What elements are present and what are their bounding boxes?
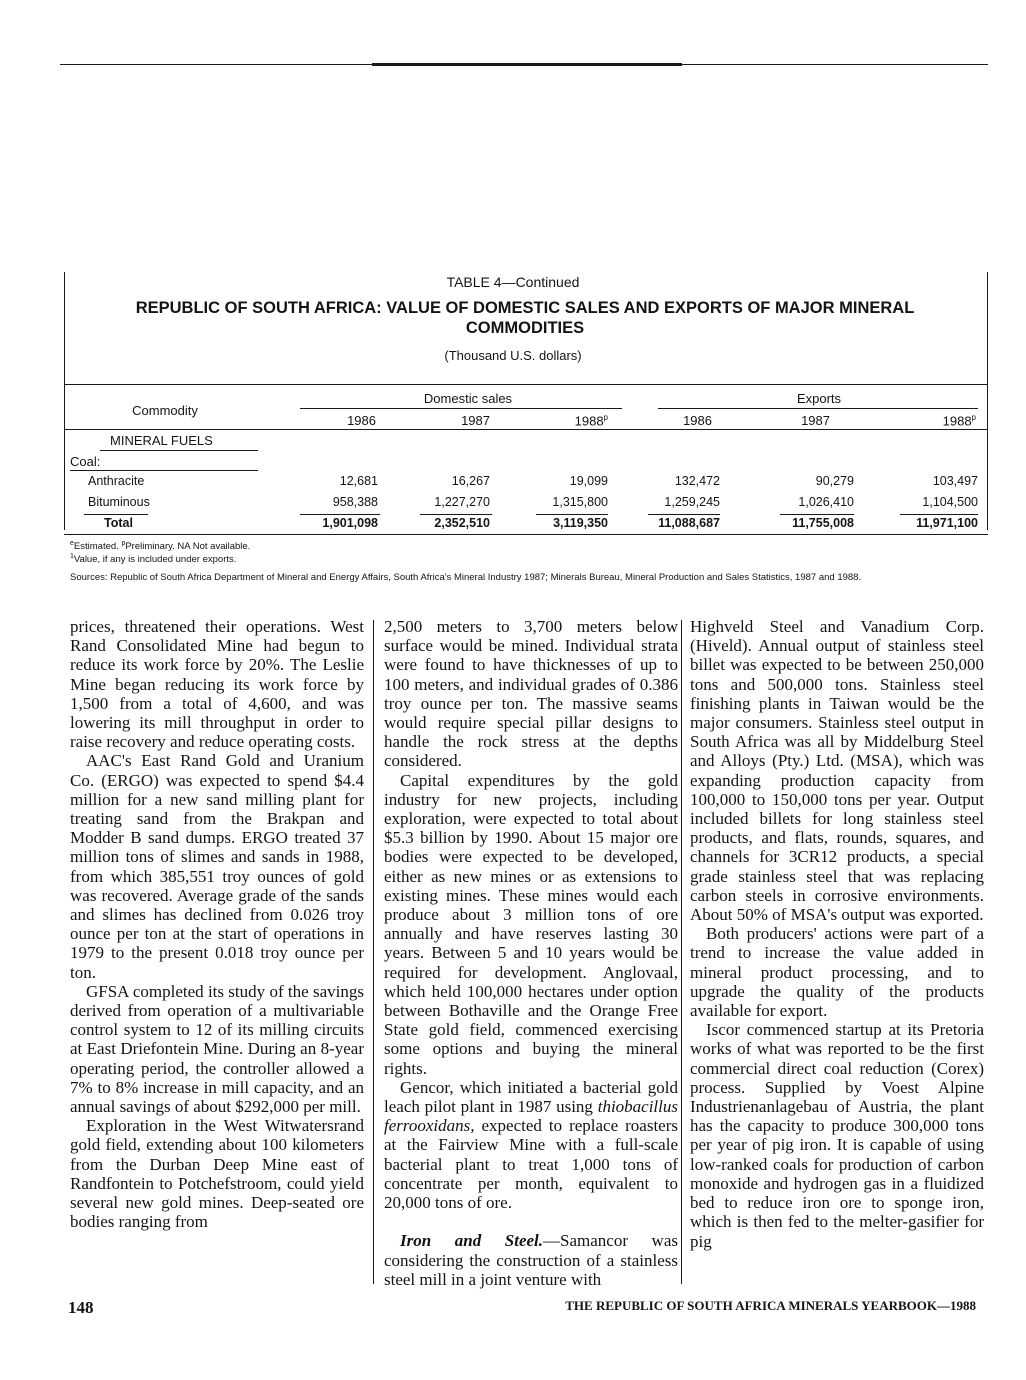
year-1988-exports: 1988 bbox=[942, 413, 972, 429]
total-rule bbox=[420, 514, 492, 515]
paragraph: prices, threatened their operations. West Rand Consolidated Mine had begun to reduce its work force by 20%. The Leslie Mine began reducing its work force by 1,500 from a total of 4,600, and was lowering its mill throughput in order to raise recovery and reduce operating costs. bbox=[70, 617, 364, 752]
table-cell: 1,026,410 bbox=[798, 495, 854, 509]
total-rule bbox=[780, 514, 854, 515]
commodity-header: Commodity bbox=[132, 403, 198, 418]
column-rule bbox=[681, 620, 682, 1284]
text-column-3 bbox=[690, 617, 984, 1251]
footnote-estimated bbox=[70, 540, 250, 552]
table-total-cell: 3,119,350 bbox=[553, 516, 608, 530]
footnote-estimated-text: Estimated. bbox=[73, 541, 119, 553]
table-bottom-rule bbox=[64, 534, 988, 535]
table-cell: 12,681 bbox=[339, 474, 378, 488]
table-cell: 90,279 bbox=[815, 474, 854, 488]
subsection-rule bbox=[70, 470, 258, 471]
page-number: 148 bbox=[68, 1298, 94, 1317]
table-total-cell: 11,971,100 bbox=[916, 516, 978, 530]
total-rule bbox=[648, 514, 720, 515]
footnote-prelim-text: Preliminary. NA Not available. bbox=[125, 541, 251, 553]
row-label-bituminous: Bituminous bbox=[88, 495, 150, 509]
table-total-cell: 2,352,510 bbox=[434, 516, 490, 530]
table-cell: 1,259,245 bbox=[664, 495, 720, 509]
exports-header: Exports bbox=[796, 391, 842, 406]
year-header-domestic-1987: 1987 bbox=[461, 413, 490, 428]
paragraph-text: expected to replace roasters at the Fairview Mine with a full-scale bacterial plant to treat 1,000 tons of concentrate per month, equivalent to 20,000 tons of ore. bbox=[384, 1116, 678, 1213]
year-header-domestic-1988 bbox=[520, 413, 608, 428]
total-rule bbox=[300, 514, 380, 515]
table-cell: 958,388 bbox=[332, 495, 378, 509]
frame-right-rule bbox=[987, 272, 988, 530]
header-bottom-rule bbox=[64, 429, 988, 430]
table-top-rule bbox=[64, 384, 988, 385]
section-heading-iron-steel: Iron and Steel. bbox=[400, 1231, 544, 1251]
table-cell: 132,472 bbox=[674, 474, 720, 488]
text-column-1 bbox=[70, 617, 364, 1232]
paragraph bbox=[384, 1078, 678, 1212]
footnote-value-text: Value, if any is included under exports. bbox=[73, 554, 237, 566]
top-rule-thick bbox=[372, 63, 682, 66]
table-cell: 19,099 bbox=[569, 474, 608, 488]
running-head: THE REPUBLIC OF SOUTH AFRICA MINERALS YEARBOOK—1988 bbox=[565, 1298, 976, 1313]
domestic-sales-rule bbox=[300, 408, 622, 409]
table-sources: Sources: Republic of South Africa Department of Mineral and Energy Affairs, South Africa's Mineral Industry 1987; Minerals Bureau, Mineral Production and Sales Statistics, 1987 and 1988. bbox=[70, 572, 862, 583]
year-1988-domestic: 1988 bbox=[574, 413, 604, 429]
paragraph: Exploration in the West Witwatersrand gold field, extending about 100 kilometers from the Durban Deep Mine east of Randfontein to Potchefstroom, could yield several new gold mines. Deep-seated ore bodies ranging from bbox=[70, 1116, 364, 1232]
prelim-mark: p bbox=[603, 413, 608, 422]
paragraph: Iscor commenced startup at its Pretoria works of what was reported to be the first commercial direct coal reduction (Corex) process. Supplied by Voest Alpine Industrienanlagebau of Austria, the plant has the capacity to produce 300,000 tons per year of pig iron. It is capable of using low-ranked coals for production of carbon monoxide and hydrogen gas in a fluidized bed to reduce iron ore to sponge iron, which is then fed to the melter-gasifier for pig bbox=[690, 1020, 984, 1251]
table-cell: 16,267 bbox=[451, 474, 490, 488]
year-header-exports-1986: 1986 bbox=[683, 413, 712, 428]
domestic-sales-header: Domestic sales bbox=[423, 391, 513, 406]
table-total-cell: 1,901,098 bbox=[322, 516, 378, 530]
row-label-total: Total bbox=[104, 516, 133, 530]
paragraph bbox=[384, 1231, 678, 1289]
total-rule bbox=[536, 514, 608, 515]
table-units: (Thousand U.S. dollars) bbox=[444, 348, 582, 363]
table-title: REPUBLIC OF SOUTH AFRICA: VALUE OF DOMESTIC SALES AND EXPORTS OF MAJOR MINERAL COMMODITIES bbox=[135, 299, 915, 337]
total-rule bbox=[900, 514, 978, 515]
exports-rule bbox=[658, 408, 978, 409]
section-rule bbox=[100, 450, 258, 451]
table-cell: 1,315,800 bbox=[552, 495, 608, 509]
prelim-mark: p bbox=[971, 413, 976, 422]
frame-left-rule bbox=[64, 272, 65, 530]
table-total-cell: 11,755,008 bbox=[792, 516, 854, 530]
subsection-coal: Coal: bbox=[70, 454, 101, 469]
paragraph-text: —Samancor was considering the construction of a stainless steel mill in a joint venture with bbox=[384, 1231, 678, 1289]
table-cell: 1,227,270 bbox=[434, 495, 490, 509]
paragraph-text: Gencor, which initiated a bacterial gold leach pilot plant in 1987 using bbox=[384, 1077, 678, 1117]
footnote-mark-e: e bbox=[70, 540, 74, 547]
paragraph: Highveld Steel and Vanadium Corp. (Hiveld). Annual output of stainless steel billet was expected to be between 250,000 tons and 500,000 tons. Stainless steel finishing plants in Taiwan would be the major consumers. Stainless steel output in South Africa was all by Middelburg Steel and Alloys (Pty.) Ltd. (MSA), which was expanding production capacity from 100,000 to 150,000 tons per year. Output included billets for long stainless steel products, and flats, rounds, squares, and channels for 3CR12 products, a special grade stainless steel that was replacing carbon steels in corrosive environments. About 50% of MSA's output was exported. bbox=[690, 617, 984, 925]
text-column-2 bbox=[384, 617, 678, 1289]
year-header-domestic-1986: 1986 bbox=[347, 413, 376, 428]
year-header-exports-1988 bbox=[880, 413, 976, 428]
table-cell: 1,104,500 bbox=[922, 495, 978, 509]
paragraph: Capital expenditures by the gold industry for new projects, including exploration, were expected to total about $5.3 billion by 1990. About 15 major ore bodies were expected to be developed, either as new mines or as extensions to existing mines. These mines would each produce about 3 million tons of ore annually and have reserves lasting 30 years. Between 5 and 10 years would be required for development. Anglovaal, which held 100,000 hectares under option between Bothaville and the Orange Free State gold field, commenced exercising some options and buying the mineral rights. bbox=[384, 770, 678, 1078]
paragraph: AAC's East Rand Gold and Uranium Co. (ERGO) was expected to spend $4.4 million for a new sand milling plant for treating sand from the Brakpan and Modder B sand dumps. ERGO treated 37 million tons of slimes and sands in 1988, from which 385,551 troy ounces of gold was recovered. Average grade of the sands and slimes has declined from 0.026 troy ounce per ton at the start of operations in 1979 to the present 0.018 troy ounce per ton. bbox=[70, 751, 364, 982]
table-cell: 103,497 bbox=[932, 474, 978, 488]
row-label-anthracite: Anthracite bbox=[88, 474, 145, 488]
footnote-mark-1: 1 bbox=[70, 553, 74, 560]
table-total-cell: 11,088,687 bbox=[658, 516, 720, 530]
year-header-exports-1987: 1987 bbox=[801, 413, 830, 428]
footnote-value bbox=[70, 553, 236, 565]
paragraph: 2,500 meters to 3,700 meters below surface would be mined. Individual strata were found to have thicknesses of up to 100 meters, and individual grades of 0.386 troy ounce per ton. The massive seams would require special pillar designs to handle the rock stress at the depths considered. bbox=[384, 617, 678, 771]
species-name: thiobacillus ferrooxidans, bbox=[384, 1097, 678, 1136]
total-rule bbox=[84, 514, 148, 515]
footnote-mark-p: p bbox=[121, 540, 126, 547]
table-label: TABLE 4—Continued bbox=[446, 274, 580, 290]
paragraph: Both producers' actions were part of a trend to increase the value added in mineral product processing, and to upgrade the quality of the products available for export. bbox=[690, 924, 984, 1021]
column-rule bbox=[373, 620, 374, 1284]
section-mineral-fuels: MINERAL FUELS bbox=[110, 433, 213, 448]
paragraph: GFSA completed its study of the savings derived from operation of a multivariable control system to 12 of its milling circuits at East Driefontein Mine. During an 8-year operating period, the controller allowed a 7% to 8% increase in mill capacity, and an annual savings of about $292,000 per mill. bbox=[70, 981, 364, 1117]
